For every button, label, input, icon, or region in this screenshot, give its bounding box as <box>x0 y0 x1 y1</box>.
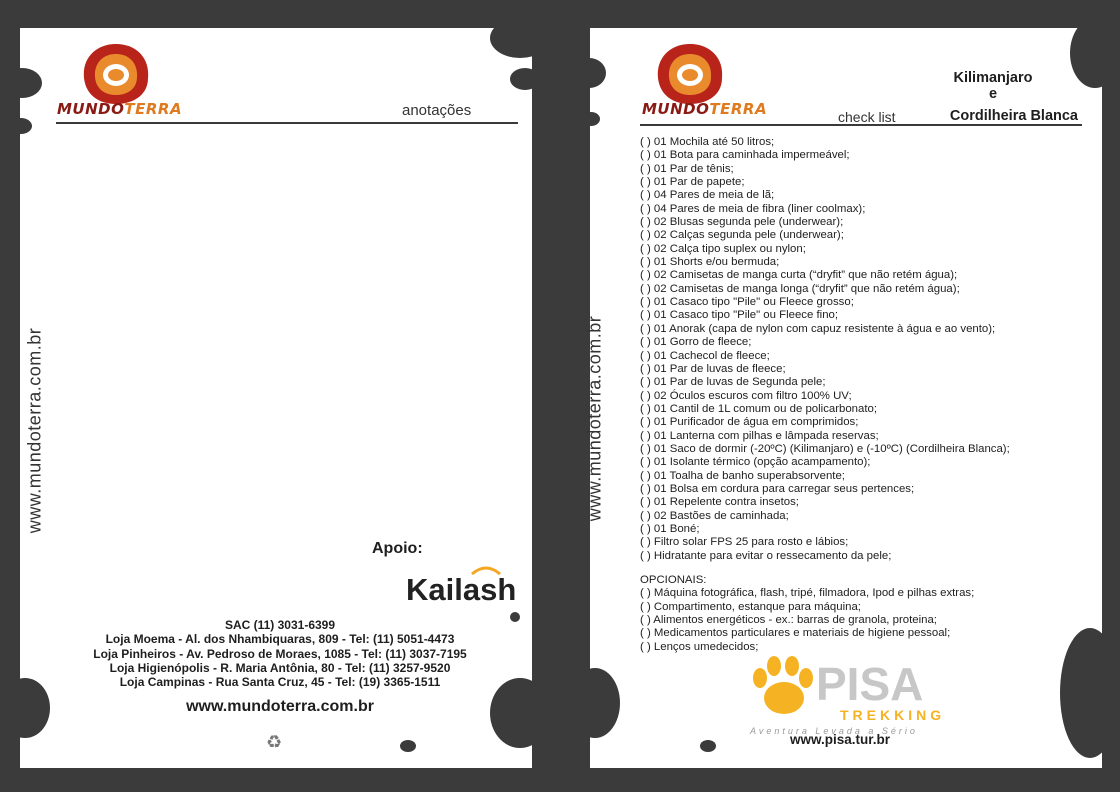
checklist-item[interactable]: ( ) 01 Bolsa em cordura para carregar seus pertences; <box>640 482 915 495</box>
sponsor-label: Apoio: <box>372 540 423 557</box>
optional-item[interactable]: ( ) Alimentos energéticos - ex.: barras de granola, proteina; <box>640 614 937 627</box>
store-line: SAC (11) 3031-6399 <box>224 618 336 632</box>
checklist-page <box>584 28 1102 768</box>
checklist-item[interactable]: ( ) 01 Shorts e/ou bermuda; <box>640 256 780 269</box>
brand-name-part2: TERRA <box>124 100 183 118</box>
side-url: www.mundoterra.com.br <box>24 327 45 534</box>
notes-page <box>20 28 532 768</box>
ink-splatter <box>582 112 600 126</box>
brand-name-part2: TERRA <box>709 100 768 118</box>
ink-splatter <box>1060 628 1120 758</box>
ink-splatter <box>510 68 540 90</box>
pisa-sub: TREKKING <box>840 707 946 723</box>
pisa-tagline: Aventura Levada a Sério <box>750 726 918 736</box>
recycle-icon: ♻ <box>266 732 283 752</box>
store-line: Loja Higienópolis - R. Maria Antônia, 80 - Tel: (11) 3257-9520 <box>109 660 451 675</box>
checklist-item[interactable]: ( ) 01 Bota para caminhada impermeável; <box>640 149 850 162</box>
checklist-item[interactable]: ( ) 02 Camisetas de manga longa (“dryfit” que não retém água); <box>640 282 960 295</box>
brand-name-part1: MUNDO <box>642 100 710 118</box>
ink-splatter <box>10 118 32 134</box>
ink-splatter <box>700 740 716 752</box>
trip-title <box>908 70 1078 124</box>
checklist-item[interactable]: ( ) 02 Calça tipo suplex ou nylon; <box>640 242 806 255</box>
ink-splatter <box>2 68 42 98</box>
store-line: Loja Campinas - Rua Santa Cruz, 45 - Tel: (19) 3365-1511 <box>119 675 441 690</box>
checklist-item[interactable]: ( ) 01 Par de luvas de Segunda pele; <box>640 376 826 389</box>
ink-splatter <box>400 740 416 752</box>
checklist-item[interactable]: ( ) 01 Par de luvas de fleece; <box>640 362 786 375</box>
brand-name <box>642 100 767 118</box>
trip-title-line3: Cordilheira Blanca <box>949 108 1078 124</box>
checklist-item[interactable]: ( ) 01 Gorro de fleece; <box>640 336 752 349</box>
ink-splatter <box>510 612 520 622</box>
checklist-item[interactable]: ( ) 02 Calças segunda pele (underwear); <box>640 229 844 242</box>
ink-splatter <box>0 678 50 738</box>
checklist-item[interactable]: ( ) 04 Pares de meia de fibra (liner coolmax); <box>640 202 866 215</box>
trip-title-line2: e <box>988 86 998 102</box>
footer-url: www.mundoterra.com.br <box>186 698 374 715</box>
checklist-label: check list <box>838 109 896 125</box>
checklist-item[interactable]: ( ) 01 Repelente contra insetos; <box>640 496 799 509</box>
checklist-item[interactable]: ( ) 01 Lanterna com pilhas e lâmpada reservas; <box>640 429 879 442</box>
store-list <box>80 618 480 689</box>
checklist-item[interactable]: ( ) Hidratante para evitar o ressecamento da pele; <box>640 549 892 562</box>
ink-splatter <box>570 668 620 738</box>
optional-item[interactable]: ( ) Lenços umedecidos; <box>640 640 759 653</box>
page-title: anotações <box>402 102 472 119</box>
checklist-item[interactable]: ( ) Filtro solar FPS 25 para rosto e lábios; <box>640 536 849 549</box>
checklist-item[interactable]: ( ) 02 Bastões de caminhada; <box>640 509 789 522</box>
checklist-item[interactable]: ( ) 01 Purificador de água em comprimidos; <box>640 416 859 429</box>
side-url: www.mundoterra.com.br <box>584 315 605 522</box>
checklist-item[interactable]: ( ) 01 Saco de dormir (-20ºC) (Kilimanjaro) e (-10ºC) (Cordilheira Blanca); <box>640 442 1010 455</box>
checklist-item[interactable]: ( ) 02 Camisetas de manga curta (“dryfit” que não retém água); <box>640 269 958 282</box>
checklist-item[interactable]: ( ) 04 Pares de meia de lã; <box>640 189 775 202</box>
kailash-logo-icon <box>406 564 517 607</box>
checklist-item[interactable]: ( ) 01 Cantil de 1L comum ou de policarbonato; <box>640 402 878 415</box>
optional-list <box>640 574 974 654</box>
checklist-item[interactable]: ( ) 02 Blusas segunda pele (underwear); <box>640 216 844 229</box>
checklist-item[interactable]: ( ) 01 Anorak (capa de nylon com capuz resistente à água e ao vento); <box>640 322 996 335</box>
checklist-item[interactable]: ( ) 01 Isolante térmico (opção acampamento); <box>640 456 871 469</box>
checklist-item[interactable]: ( ) 01 Par de papete; <box>640 176 745 189</box>
checklist-item[interactable]: ( ) 01 Toalha de banho superabsorvente; <box>640 469 845 482</box>
pisa-url[interactable]: www.pisa.tur.br <box>790 732 891 747</box>
checklist-item[interactable]: ( ) 01 Mochila até 50 litros; <box>640 136 775 148</box>
checklist-item[interactable]: ( ) 01 Casaco tipo "Pile" ou Fleece grosso; <box>640 296 854 309</box>
kailash-logo-text: Kailash <box>406 572 517 607</box>
store-line: Loja Moema - Al. dos Nhambiquaras, 809 - Tel: (11) 5051-4473 <box>105 632 455 647</box>
checklist-item[interactable]: ( ) 01 Par de tênis; <box>640 162 734 175</box>
ink-splatter <box>490 18 550 58</box>
store-line: Loja Pinheiros - Av. Pedroso de Moraes, 1085 - Tel: (11) 3037-7195 <box>93 646 467 661</box>
header-divider <box>56 122 518 124</box>
checklist <box>640 136 1010 563</box>
optional-item[interactable]: ( ) Máquina fotográfica, flash, tripé, filmadora, Ipod e pilhas extras; <box>640 587 975 600</box>
ink-splatter <box>490 678 550 748</box>
optional-item[interactable]: ( ) Compartimento, estanque para máquina; <box>640 600 861 613</box>
checklist-item[interactable]: ( ) 01 Boné; <box>640 522 700 535</box>
pisa-logo-icon <box>746 654 966 744</box>
trip-title-line1: Kilimanjaro <box>953 70 1033 86</box>
brand-name-part1: MUNDO <box>57 100 125 118</box>
optional-item[interactable]: ( ) Medicamentos particulares e materiais de higiene pessoal; <box>640 627 951 640</box>
pisa-name: PISA <box>816 658 924 710</box>
checklist-item[interactable]: ( ) 01 Casaco tipo "Pile" ou Fleece fino; <box>640 309 839 322</box>
checklist-item[interactable]: ( ) 02 Óculos escuros com filtro 100% UV; <box>640 389 852 402</box>
checklist-item[interactable]: ( ) 01 Cachecol de fleece; <box>640 349 770 362</box>
brand-name <box>57 100 182 118</box>
ink-splatter <box>572 58 606 88</box>
optional-title: OPCIONAIS: <box>640 574 707 586</box>
